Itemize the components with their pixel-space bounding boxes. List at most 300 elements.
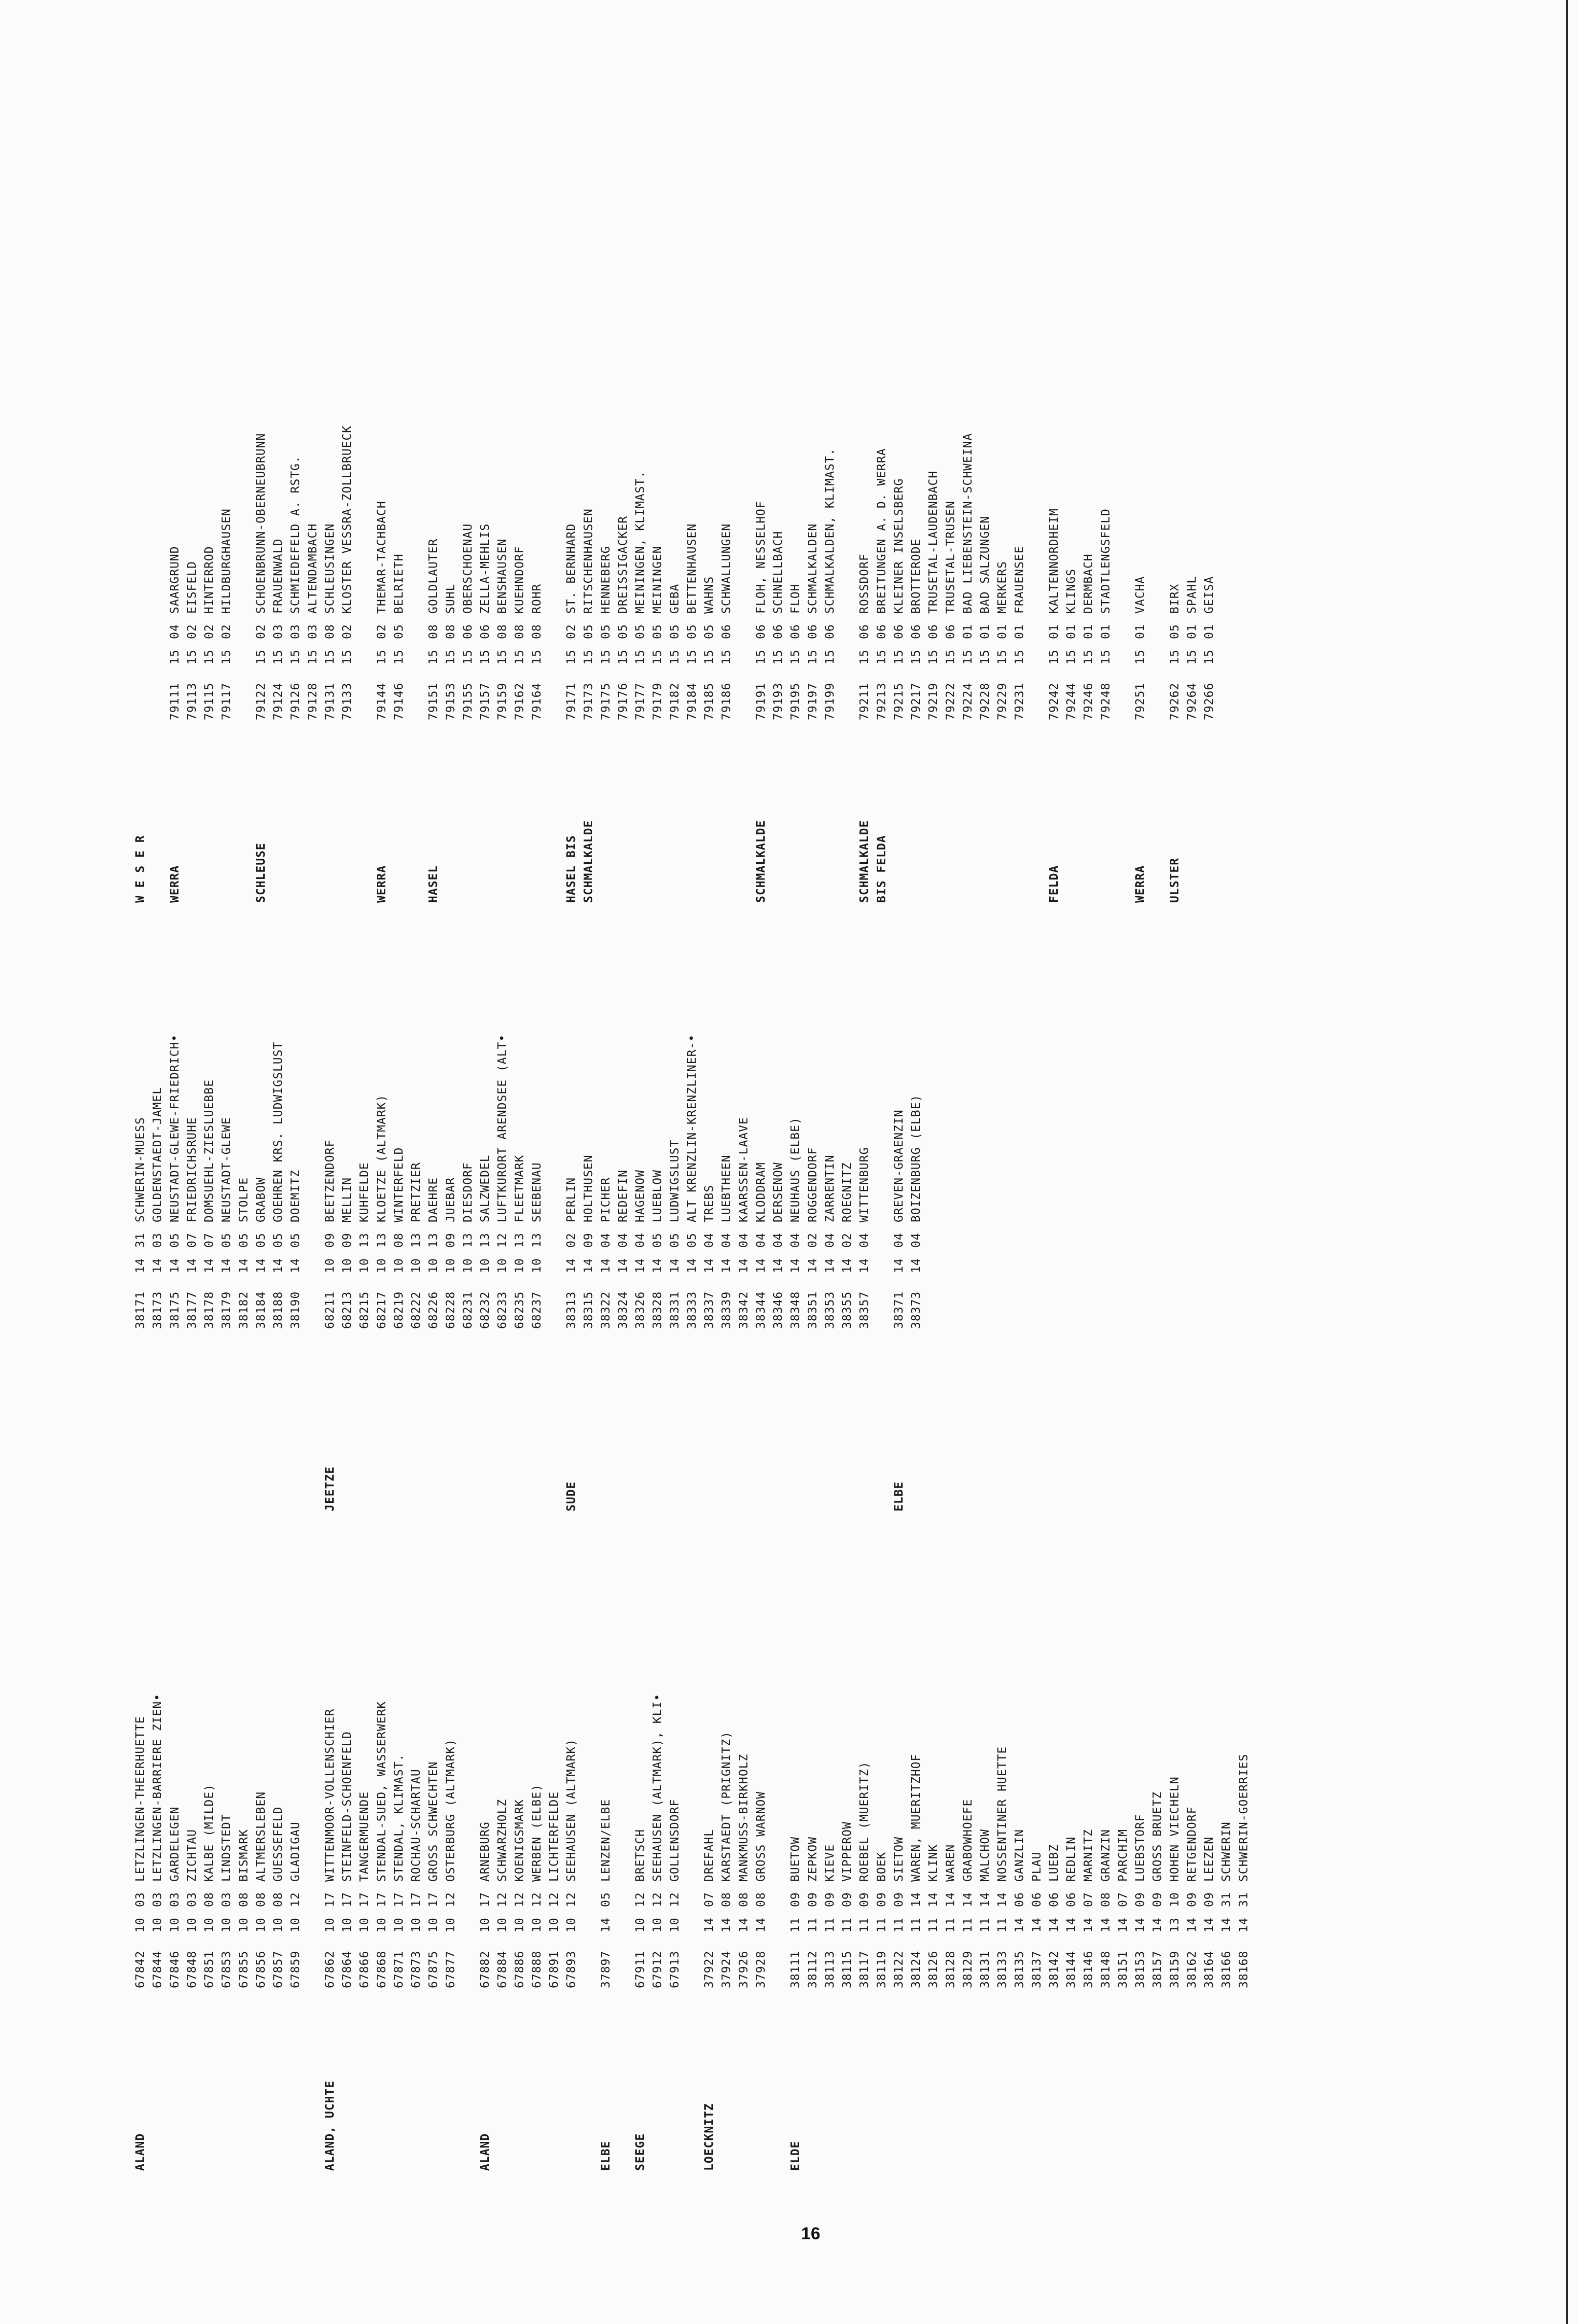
station-row	[649, 837, 666, 1329]
region-code: 14	[668, 1258, 681, 1273]
subregion-code: 17	[410, 1892, 423, 1907]
station-row	[166, 1496, 184, 1988]
station-name: TREBS	[703, 1184, 716, 1222]
station-code: 79231	[1013, 682, 1026, 720]
station-group	[425, 228, 546, 720]
station-name: KLINK	[927, 1844, 940, 1882]
station-code: 38135	[1013, 1950, 1026, 1988]
station-code: 79146	[392, 682, 406, 720]
region-code: 10	[324, 1258, 337, 1273]
station-name: KLOETZE (ALTMARK)	[375, 1094, 388, 1222]
subregion-code: 05	[220, 1233, 233, 1248]
station-code: 38173	[151, 1291, 164, 1329]
station-code: 79222	[944, 682, 957, 720]
station-name: SCHMALKALDEN, KLIMAST.	[823, 448, 837, 614]
station-group	[563, 228, 735, 720]
region-code: 14	[203, 1258, 216, 1273]
region-code: 14	[1117, 1917, 1130, 1932]
station-name: TANGERMUENDE	[358, 1791, 371, 1882]
station-row	[459, 837, 477, 1329]
subregion-code: 05	[599, 624, 613, 639]
subregion-code: 06	[755, 624, 768, 639]
station-row	[908, 228, 925, 720]
station-row	[804, 228, 821, 720]
region-code: 14	[289, 1258, 302, 1273]
station-row	[666, 837, 684, 1329]
station-code: 67856	[255, 1950, 268, 1988]
station-code: 38337	[703, 1291, 716, 1329]
subregion-code: 17	[358, 1892, 371, 1907]
station-name: GUESSEFELD	[272, 1806, 285, 1882]
station-code: 38324	[617, 1291, 630, 1329]
subregion-code: 06	[806, 624, 819, 639]
station-code: 79155	[461, 682, 475, 720]
subregion-code: 04	[599, 1233, 613, 1248]
station-name: ZARRENTIN	[823, 1154, 837, 1222]
station-code: 79191	[755, 682, 768, 720]
subregion-code: 03	[289, 624, 302, 639]
subregion-code: 03	[168, 1892, 182, 1907]
station-code: 79228	[979, 682, 992, 720]
station-name: GARDELEGEN	[168, 1806, 182, 1882]
station-row	[459, 228, 477, 720]
subregion-code: 03	[134, 1892, 147, 1907]
station-code: 67857	[272, 1950, 285, 1988]
subregion-code: 06	[772, 624, 785, 639]
subregion-code: 05	[703, 624, 716, 639]
station-row	[684, 837, 701, 1329]
station-code: 67851	[203, 1950, 216, 1988]
subregion-code: 12	[444, 1892, 457, 1907]
station-name: TRUSETAL-TRUSEN	[944, 501, 957, 614]
station-name: GLADIGAU	[289, 1821, 302, 1882]
station-row	[425, 837, 442, 1329]
station-row	[1115, 1496, 1132, 1988]
station-row	[942, 228, 959, 720]
station-row	[149, 1496, 166, 1988]
station-code: 79244	[1065, 682, 1078, 720]
station-row	[1097, 1496, 1115, 1988]
subregion-code: 01	[1186, 624, 1199, 639]
station-name: LUEBTHEEN	[720, 1154, 733, 1222]
station-row	[1028, 1496, 1046, 1988]
station-code: 79242	[1048, 682, 1061, 720]
station-name: STEINFELD-SCHOENFELD	[341, 1731, 354, 1882]
station-name: KALTENNORDHEIM	[1048, 508, 1061, 614]
subregion-code: 03	[151, 1892, 164, 1907]
station-code: 68219	[392, 1291, 406, 1329]
station-name: SCHMALKALDEN	[806, 523, 819, 614]
station-row	[873, 1496, 890, 1988]
region-code: 14	[755, 1917, 768, 1932]
station-row	[218, 228, 235, 720]
region-code: 15	[755, 649, 768, 664]
station-row	[442, 1496, 459, 1988]
region-code: 14	[703, 1258, 716, 1273]
river-label	[787, 1988, 804, 2171]
region-code: 10	[358, 1917, 371, 1932]
station-name: PRETZIER	[410, 1162, 423, 1222]
river-label	[752, 720, 770, 903]
station-name: FLEETMARK	[513, 1154, 526, 1222]
region-code: 10	[444, 1917, 457, 1932]
station-code: 38171	[134, 1291, 147, 1329]
subregion-code: 12	[565, 1892, 578, 1907]
station-name: BROTTERODE	[910, 538, 923, 614]
station-code: 68213	[341, 1291, 354, 1329]
region-code: 10	[668, 1917, 681, 1932]
station-row	[477, 228, 494, 720]
station-row	[390, 228, 408, 720]
subregion-code: 06	[461, 624, 475, 639]
region-code: 14	[703, 1917, 716, 1932]
subregion-code: 09	[582, 1233, 595, 1248]
region-code: 14	[823, 1258, 837, 1273]
station-code: 79248	[1099, 682, 1113, 720]
station-group	[1132, 228, 1149, 720]
station-name: BOEK	[875, 1851, 888, 1882]
station-row	[235, 837, 253, 1329]
subregion-code: 08	[444, 624, 457, 639]
river-name: ULSTER	[1168, 857, 1181, 903]
station-name: ROEBEL (MUERITZ)	[858, 1761, 871, 1882]
region-code: 11	[927, 1917, 940, 1932]
region-code: 14	[186, 1258, 199, 1273]
subregion-code: 08	[203, 1892, 216, 1907]
subregion-code: 01	[961, 624, 975, 639]
station-code: 38346	[772, 1291, 785, 1329]
region-code: 15	[651, 649, 664, 664]
subregion-code: 07	[1082, 1892, 1095, 1907]
station-group	[1046, 228, 1115, 720]
subregion-code: 08	[1099, 1892, 1113, 1907]
subregion-code: 02	[565, 624, 578, 639]
station-code: 79153	[444, 682, 457, 720]
station-name: THEMAR-TACHBACH	[375, 501, 388, 614]
subregion-code: 08	[255, 1892, 268, 1907]
station-name: LUDWIGSLUST	[668, 1139, 681, 1222]
station-row	[839, 837, 856, 1329]
station-row	[1235, 1496, 1252, 1988]
station-code: 38129	[961, 1950, 975, 1988]
subregion-code: 06	[910, 624, 923, 639]
subregion-code: 12	[634, 1892, 647, 1907]
region-code: 14	[255, 1258, 268, 1273]
river-name: FELDA	[1048, 865, 1061, 903]
station-name: KAARSSEN-LAAVE	[737, 1117, 750, 1222]
station-row	[925, 1496, 942, 1988]
station-row	[821, 228, 839, 720]
station-code: 67844	[151, 1950, 164, 1988]
station-code: 38353	[823, 1291, 837, 1329]
station-row	[1063, 1496, 1080, 1988]
station-row	[1080, 1496, 1097, 1988]
subregion-code: 04	[892, 1233, 906, 1248]
subregion-code: 08	[530, 624, 544, 639]
subregion-code: 02	[841, 1233, 854, 1248]
station-name: ALTMERSLEBEN	[255, 1791, 268, 1882]
station-row	[1046, 1496, 1063, 1988]
subregion-code: 09	[841, 1892, 854, 1907]
station-code: 38164	[1203, 1950, 1216, 1988]
station-name: SCHWARZHOLZ	[496, 1799, 509, 1882]
subregion-code: 17	[324, 1892, 337, 1907]
station-name: NOSSENTINER HUETTE	[996, 1746, 1009, 1882]
subregion-code: 13	[461, 1233, 475, 1248]
station-code: 79157	[479, 682, 492, 720]
river-name: ELBE	[892, 1481, 906, 1511]
subregion-code: 07	[703, 1892, 716, 1907]
river-label	[132, 720, 149, 903]
station-code: 67913	[668, 1950, 681, 1988]
station-code: 68211	[324, 1291, 337, 1329]
region-code: 14	[755, 1258, 768, 1273]
station-row	[528, 837, 546, 1329]
station-name: FRAUENSEE	[1013, 546, 1026, 614]
station-name: LENZEN/ELBE	[599, 1799, 613, 1882]
station-code: 68226	[427, 1291, 440, 1329]
subregion-code: 10	[1168, 1892, 1181, 1907]
station-code: 79185	[703, 682, 716, 720]
subregion-code: 14	[927, 1892, 940, 1907]
river-label	[425, 720, 442, 903]
subregion-code: 09	[823, 1892, 837, 1907]
subregion-code: 05	[289, 1233, 302, 1248]
station-name: RITSCHENHAUSEN	[582, 508, 595, 614]
station-row	[684, 228, 701, 720]
station-code: 38144	[1065, 1950, 1078, 1988]
station-name: SEEHAUSEN (ALTMARK), KLI•	[651, 1693, 664, 1882]
station-row	[735, 1496, 752, 1988]
station-row	[511, 228, 528, 720]
station-code: 38326	[634, 1291, 647, 1329]
station-row	[649, 1496, 666, 1988]
region-code: 14	[582, 1258, 595, 1273]
station-row	[752, 1496, 770, 1988]
station-row	[1166, 228, 1183, 720]
station-name: LETZLINGEN-BARRIERE ZIEN•	[151, 1693, 164, 1882]
station-code: 38348	[789, 1291, 802, 1329]
station-row	[184, 837, 201, 1329]
region-code: 14	[1099, 1917, 1113, 1932]
subregion-code: 06	[1030, 1892, 1044, 1907]
station-name: JUEBAR	[444, 1177, 457, 1222]
subregion-code: 04	[755, 1233, 768, 1248]
station-row	[321, 1496, 339, 1988]
region-code: 10	[565, 1917, 578, 1932]
station-row	[1097, 228, 1115, 720]
station-name: OBERSCHOENAU	[461, 523, 475, 614]
subregion-code: 04	[737, 1233, 750, 1248]
station-row	[1166, 1496, 1183, 1988]
station-row	[821, 1496, 839, 1988]
station-code: 79251	[1134, 682, 1147, 720]
station-code: 38112	[806, 1950, 819, 1988]
station-row	[787, 228, 804, 720]
subregion-code: 04	[634, 1233, 647, 1248]
station-code: 38188	[272, 1291, 285, 1329]
region-code: 14	[1048, 1917, 1061, 1932]
station-name: BELRIETH	[392, 553, 406, 614]
station-row	[1011, 228, 1028, 720]
station-code: 79224	[961, 682, 975, 720]
station-name: GOLDLAUTER	[427, 538, 440, 614]
station-code: 38315	[582, 1291, 595, 1329]
station-code: 68217	[375, 1291, 388, 1329]
station-row	[253, 228, 270, 720]
station-name: GEBA	[668, 583, 681, 614]
station-code: 38137	[1030, 1950, 1044, 1988]
station-name: SEEHAUSEN (ALTMARK)	[565, 1738, 578, 1882]
station-code: 79219	[927, 682, 940, 720]
station-row	[925, 228, 942, 720]
region-code: 10	[151, 1917, 164, 1932]
subregion-code: 13	[410, 1233, 423, 1248]
station-name: GROSS BRUETZ	[1151, 1791, 1164, 1882]
region-code: 15	[910, 649, 923, 664]
station-code: 67911	[634, 1950, 647, 1988]
station-name: MALCHOW	[979, 1829, 992, 1882]
station-code: 38328	[651, 1291, 664, 1329]
station-code: 79164	[530, 682, 544, 720]
subregion-code: 08	[755, 1892, 768, 1907]
subregion-code: 07	[203, 1233, 216, 1248]
station-code: 79184	[686, 682, 699, 720]
river-name: HASEL BIS	[565, 835, 578, 903]
station-code: 67866	[358, 1950, 371, 1988]
river-name: ELBE	[599, 2140, 613, 2171]
station-code: 38339	[720, 1291, 733, 1329]
station-row	[908, 1496, 925, 1988]
river-name: HASEL	[427, 865, 440, 903]
station-code: 67886	[513, 1950, 526, 1988]
region-code: 11	[789, 1917, 802, 1932]
station-row	[666, 1496, 684, 1988]
subregion-code: 03	[220, 1892, 233, 1907]
river-label	[632, 1988, 649, 2171]
station-row	[494, 1496, 511, 1988]
station-row	[270, 1496, 287, 1988]
station-code: 38124	[910, 1950, 923, 1988]
station-name: BAD SALZUNGEN	[979, 515, 992, 614]
station-name: WAREN	[944, 1844, 957, 1882]
station-group	[597, 1496, 615, 1988]
region-code: 10	[168, 1917, 182, 1932]
station-name: NEUHAUS (ELBE)	[789, 1117, 802, 1222]
station-code: 38146	[1082, 1950, 1095, 1988]
station-code: 38175	[168, 1291, 182, 1329]
station-row	[890, 1496, 908, 1988]
region-code: 15	[461, 649, 475, 664]
subregion-code: 03	[151, 1233, 164, 1248]
region-code: 10	[203, 1917, 216, 1932]
subregion-code: 31	[1220, 1892, 1233, 1907]
station-code: 38113	[823, 1950, 837, 1988]
region-code: 10	[496, 1258, 509, 1273]
station-code: 68215	[358, 1291, 371, 1329]
subregion-code: 06	[944, 624, 957, 639]
station-group	[477, 1496, 580, 1988]
station-code: 67873	[410, 1950, 423, 1988]
station-code: 38331	[668, 1291, 681, 1329]
station-code: 68237	[530, 1291, 544, 1329]
subregion-code: 06	[823, 624, 837, 639]
station-group	[373, 228, 408, 720]
region-code: 10	[358, 1258, 371, 1273]
river-label	[1132, 720, 1149, 903]
station-name: FLOH	[789, 583, 802, 614]
region-code: 15	[1134, 649, 1147, 664]
station-code: 79175	[599, 682, 613, 720]
region-code: 14	[599, 1917, 613, 1932]
subregion-code: 12	[668, 1892, 681, 1907]
region-code: 15	[272, 649, 285, 664]
station-row	[873, 228, 890, 720]
region-code: 14	[806, 1258, 819, 1273]
station-code: 67871	[392, 1950, 406, 1988]
station-row	[201, 1496, 218, 1988]
station-row	[666, 228, 684, 720]
region-code: 15	[668, 649, 681, 664]
station-name: SCHMIEDEFELD A. RSTG.	[289, 455, 302, 614]
region-code: 14	[1134, 1917, 1147, 1932]
station-row	[132, 837, 149, 1329]
station-code: 38111	[789, 1950, 802, 1988]
station-code: 79171	[565, 682, 578, 720]
station-name: HENNEBERG	[599, 546, 613, 614]
station-row	[321, 228, 339, 720]
station-group	[132, 1496, 304, 1988]
station-name: WITTENBURG	[858, 1147, 871, 1222]
region-code: 15	[513, 649, 526, 664]
region-code: 15	[806, 649, 819, 664]
region-code: 11	[823, 1917, 837, 1932]
station-row	[477, 1496, 494, 1988]
station-name: BAD LIEBENSTEIN-SCHWEINA	[961, 433, 975, 614]
region-code: 15	[617, 649, 630, 664]
subregion-code: 06	[892, 624, 906, 639]
river-name: WERRA	[168, 865, 182, 903]
region-code: 11	[841, 1917, 854, 1932]
station-name: HOLTHUSEN	[582, 1154, 595, 1222]
station-code: 38190	[289, 1291, 302, 1329]
region-code: 10	[444, 1258, 457, 1273]
station-code: 38115	[841, 1950, 854, 1988]
station-name: LEEZEN	[1203, 1836, 1216, 1882]
station-name: PICHER	[599, 1177, 613, 1222]
region-code: 10	[410, 1917, 423, 1932]
station-code: 38184	[255, 1291, 268, 1329]
region-code: 10	[392, 1258, 406, 1273]
station-name: WAHNS	[703, 576, 716, 614]
station-code: 38151	[1117, 1950, 1130, 1988]
river-label	[373, 720, 390, 903]
station-code: 38344	[755, 1291, 768, 1329]
station-row	[563, 228, 580, 720]
region-code: 15	[220, 649, 233, 664]
station-name: ROEGNITZ	[841, 1162, 854, 1222]
region-code: 14	[617, 1258, 630, 1273]
station-row	[959, 1496, 977, 1988]
region-code: 14	[720, 1258, 733, 1273]
subregion-code: 12	[496, 1892, 509, 1907]
river-name: LOECKNITZ	[703, 2103, 716, 2171]
station-name: SCHWERIN	[1220, 1821, 1233, 1882]
subregion-code: 08	[324, 624, 337, 639]
region-code: 11	[875, 1917, 888, 1932]
station-name: DOMSUEHL-ZIESLUEBBE	[203, 1079, 216, 1222]
station-name: EISFELD	[186, 561, 199, 614]
